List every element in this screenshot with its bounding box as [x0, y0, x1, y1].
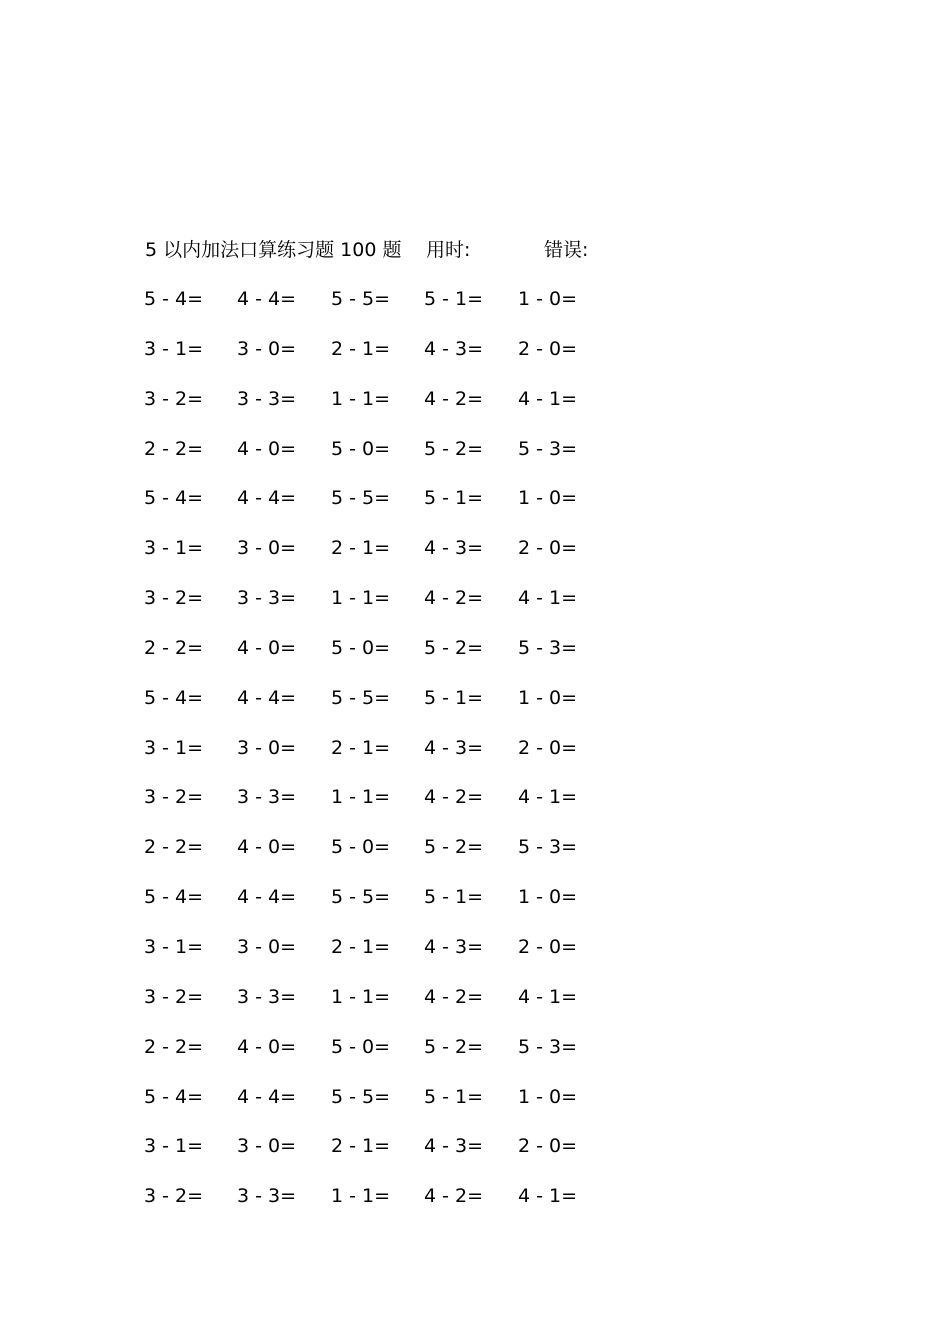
problem-item: 5 - 2= — [424, 836, 484, 859]
problem-item: 5 - 3= — [518, 836, 578, 859]
problem-item: 3 - 2= — [144, 1185, 204, 1208]
problem-row — [144, 933, 624, 983]
problem-item: 5 - 3= — [518, 1035, 578, 1058]
problem-item: 1 - 1= — [331, 985, 391, 1008]
problem-row — [144, 1033, 624, 1083]
problem-item: 3 - 0= — [237, 935, 297, 958]
problem-item: 4 - 2= — [424, 985, 484, 1008]
problem-item: 5 - 5= — [331, 886, 391, 909]
problem-item: 5 - 4= — [144, 886, 204, 909]
problem-item: 2 - 0= — [518, 736, 578, 759]
problem-item: 3 - 0= — [237, 736, 297, 759]
problem-item: 4 - 4= — [237, 487, 297, 510]
problem-item: 4 - 4= — [237, 288, 297, 310]
problem-item: 4 - 3= — [424, 537, 484, 560]
problem-item: 2 - 0= — [518, 1135, 578, 1158]
problem-row — [144, 285, 624, 335]
problem-item: 4 - 1= — [518, 387, 578, 410]
problem-item: 3 - 0= — [237, 1135, 297, 1158]
problem-item: 4 - 4= — [237, 1085, 297, 1108]
problem-item: 4 - 4= — [237, 686, 297, 709]
problem-item: 5 - 2= — [424, 1035, 484, 1058]
problem-item: 5 - 0= — [331, 437, 391, 460]
problem-row — [144, 1083, 624, 1133]
problem-item: 3 - 2= — [144, 985, 204, 1008]
worksheet-header — [145, 236, 625, 264]
problem-row — [144, 584, 624, 634]
problem-item: 5 - 2= — [424, 636, 484, 659]
problem-item: 4 - 1= — [518, 786, 578, 809]
problem-item: 3 - 2= — [144, 786, 204, 809]
problem-item: 1 - 0= — [518, 1085, 578, 1108]
problem-item: 4 - 3= — [424, 1135, 484, 1158]
problem-row — [144, 734, 624, 784]
problem-item: 2 - 1= — [331, 1135, 391, 1158]
problem-item: 5 - 3= — [518, 437, 578, 460]
problem-item: 1 - 0= — [518, 288, 578, 310]
problem-item: 3 - 0= — [237, 337, 297, 360]
problem-row — [144, 684, 624, 734]
problem-row — [144, 833, 624, 883]
problem-item: 4 - 3= — [424, 736, 484, 759]
problem-row — [144, 534, 624, 584]
problem-item: 5 - 4= — [144, 1085, 204, 1108]
problem-item: 3 - 1= — [144, 736, 204, 759]
problem-item: 4 - 1= — [518, 1185, 578, 1208]
problem-item: 3 - 3= — [237, 587, 297, 610]
problem-item: 5 - 2= — [424, 437, 484, 460]
problem-item: 4 - 0= — [237, 1035, 297, 1058]
problem-row — [144, 435, 624, 485]
problem-item: 5 - 0= — [331, 1035, 391, 1058]
problem-row — [144, 1182, 624, 1232]
problem-row — [144, 335, 624, 385]
problem-item: 5 - 4= — [144, 487, 204, 510]
problem-row — [144, 983, 624, 1033]
problem-item: 4 - 4= — [237, 886, 297, 909]
problem-item: 5 - 1= — [424, 288, 484, 310]
problem-item: 3 - 3= — [237, 387, 297, 410]
problem-item: 3 - 2= — [144, 587, 204, 610]
problem-row — [144, 634, 624, 684]
problem-row — [144, 1132, 624, 1182]
problem-item: 4 - 0= — [237, 636, 297, 659]
problem-item: 3 - 3= — [237, 786, 297, 809]
problem-grid — [144, 285, 624, 1232]
problem-item: 2 - 0= — [518, 337, 578, 360]
problem-item: 3 - 0= — [237, 537, 297, 560]
problem-item: 4 - 1= — [518, 985, 578, 1008]
problem-item: 5 - 4= — [144, 686, 204, 709]
time-used-label: 用时: — [426, 239, 471, 261]
problem-item: 1 - 1= — [331, 786, 391, 809]
problem-item: 4 - 0= — [237, 836, 297, 859]
problem-item: 5 - 5= — [331, 487, 391, 510]
problem-item: 2 - 2= — [144, 636, 204, 659]
problem-item: 3 - 3= — [237, 985, 297, 1008]
problem-item: 3 - 3= — [237, 1185, 297, 1208]
problem-item: 3 - 2= — [144, 387, 204, 410]
problem-item: 5 - 1= — [424, 886, 484, 909]
problem-item: 4 - 2= — [424, 387, 484, 410]
problem-item: 5 - 1= — [424, 1085, 484, 1108]
problem-item: 3 - 1= — [144, 1135, 204, 1158]
problem-item: 3 - 1= — [144, 935, 204, 958]
problem-item: 5 - 0= — [331, 836, 391, 859]
problem-item: 2 - 1= — [331, 337, 391, 360]
problem-item: 4 - 2= — [424, 587, 484, 610]
problem-item: 2 - 1= — [331, 537, 391, 560]
problem-item: 4 - 3= — [424, 337, 484, 360]
problem-item: 1 - 1= — [331, 387, 391, 410]
problem-item: 1 - 0= — [518, 487, 578, 510]
problem-item: 5 - 1= — [424, 487, 484, 510]
problem-item: 5 - 3= — [518, 636, 578, 659]
problem-item: 5 - 5= — [331, 288, 391, 310]
problem-row — [144, 783, 624, 833]
worksheet-title: 5 以内加法口算练习题 100 题 — [145, 239, 402, 261]
problem-item: 1 - 0= — [518, 686, 578, 709]
problem-item: 3 - 1= — [144, 337, 204, 360]
problem-item: 5 - 4= — [144, 288, 204, 310]
problem-row — [144, 883, 624, 933]
problem-item: 5 - 5= — [331, 1085, 391, 1108]
problem-item: 4 - 2= — [424, 786, 484, 809]
problem-item: 2 - 0= — [518, 935, 578, 958]
problem-item: 4 - 0= — [237, 437, 297, 460]
errors-label: 错误: — [544, 239, 589, 261]
problem-item: 2 - 1= — [331, 935, 391, 958]
problem-item: 5 - 5= — [331, 686, 391, 709]
problem-item: 2 - 0= — [518, 537, 578, 560]
problem-item: 2 - 2= — [144, 1035, 204, 1058]
problem-row — [144, 385, 624, 435]
problem-item: 5 - 1= — [424, 686, 484, 709]
problem-item: 3 - 1= — [144, 537, 204, 560]
problem-item: 1 - 0= — [518, 886, 578, 909]
problem-item: 4 - 1= — [518, 587, 578, 610]
problem-row — [144, 484, 624, 534]
problem-item: 2 - 1= — [331, 736, 391, 759]
problem-item: 4 - 3= — [424, 935, 484, 958]
problem-item: 5 - 0= — [331, 636, 391, 659]
problem-item: 2 - 2= — [144, 437, 204, 460]
problem-item: 1 - 1= — [331, 587, 391, 610]
problem-item: 2 - 2= — [144, 836, 204, 859]
problem-item: 4 - 2= — [424, 1185, 484, 1208]
problem-item: 1 - 1= — [331, 1185, 391, 1208]
